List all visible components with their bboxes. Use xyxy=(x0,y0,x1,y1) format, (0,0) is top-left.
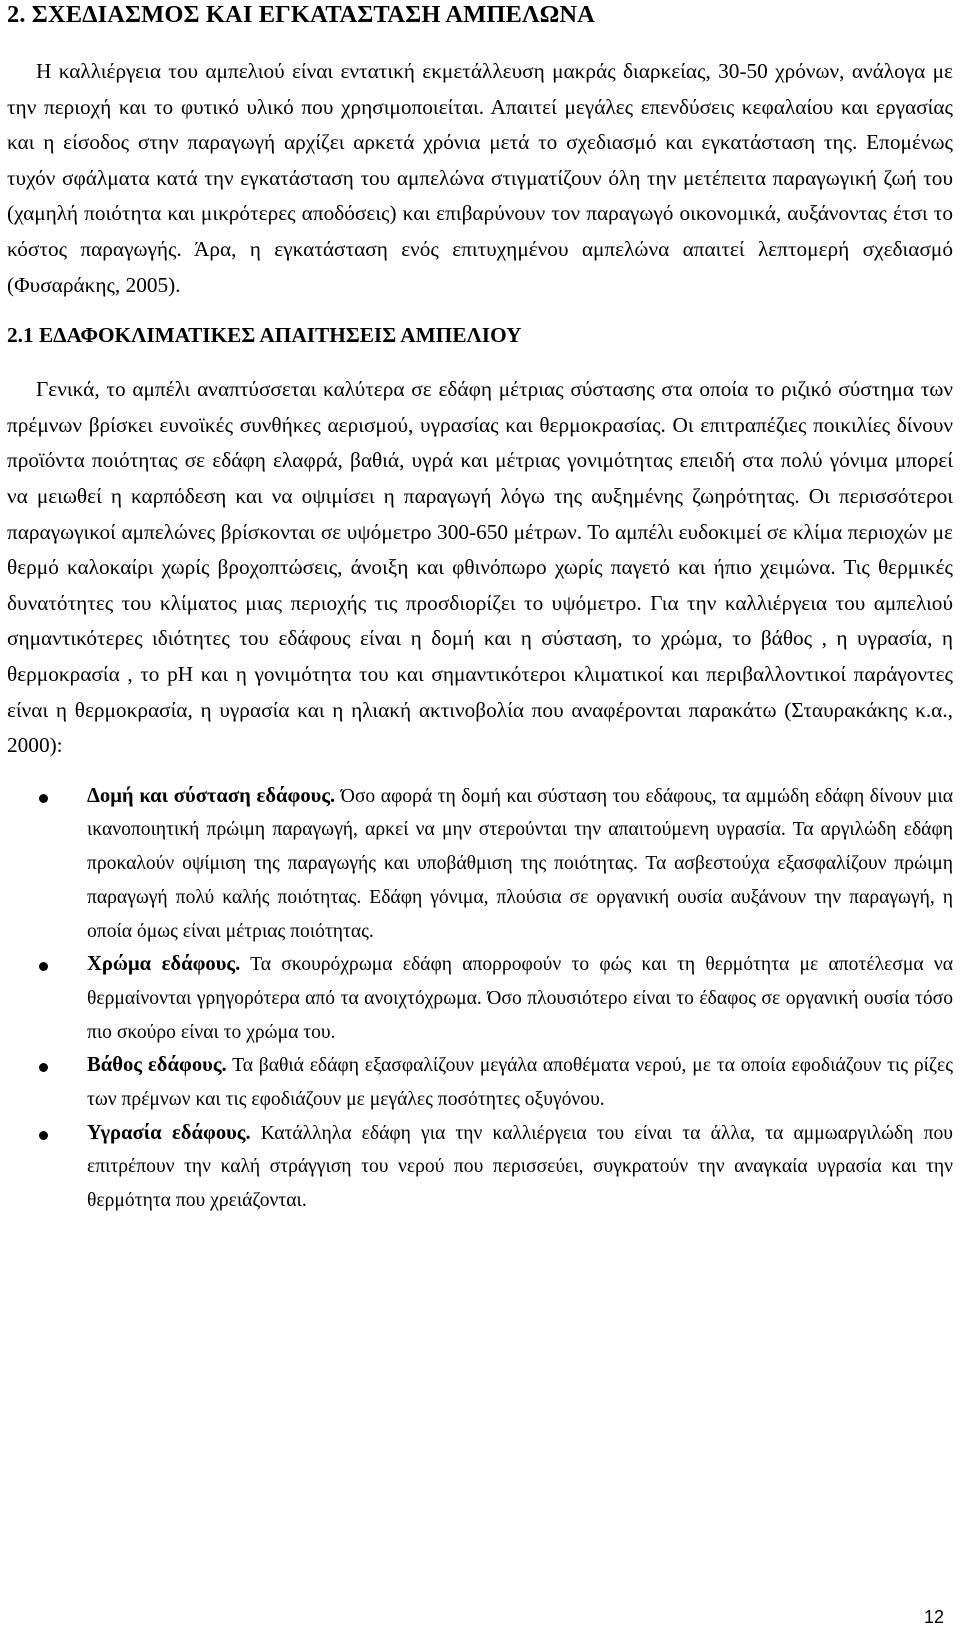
bullet-icon xyxy=(39,1131,48,1140)
list-item-soil-depth xyxy=(7,1049,953,1116)
bullet-text: Κατάλληλα εδάφη για την καλλιέργεια του είναι τα άλλα, τα αμμωαργιλώδη που επιτρέπουν την καλή στράγγιση του νερού που περισσεύει, συγκρατούν την αναγκαία υγρασία και την θερμότητα που χρειάζονται. xyxy=(87,1122,954,1212)
bullet-icon xyxy=(39,1063,48,1072)
chapter-title: 2. ΣΧΕΔΙΑΣΜΟΣ ΚΑΙ ΕΓΚΑΤΑΣΤΑΣΗ ΑΜΠΕΛΩΝΑ xyxy=(7,1,595,28)
list-item-soil-moisture xyxy=(7,1117,953,1218)
section-paragraph: Γενικά, το αμπέλι αναπτύσσεται καλύτερα σε εδάφη μέτριας σύστασης στα οποία το ριζικό σύστημα των πρέμνων βρίσκει ευνοϊκές συνθήκες αερισμού, υγρασίας και θερμοκρασίας. Οι επιτραπέζιες ποικιλίες δίνουν προϊόντα ποιότητας σε εδάφη ελαφρά, βαθιά, υγρά και μέτριας γονιμότητας επειδή στα πολύ γόνιμα μπορεί να μειωθεί η καρπόδεση και να οψιμίσει η παραγωγή λόγω της αυξημένης ζωηρότητας. Οι περισσότεροι παραγωγικοί αμπελώνες βρίσκονται σε υψόμετρο 300-650 μέτρων. Το αμπέλι ευδοκιμεί σε κλίμα περιοχών με θερμό καλοκαίρι χωρίς βροχοπτώσεις, άνοιξη και φθινόπωρο χωρίς παγετό και ήπιο χειμώνα. Τις θερμικές δυνατότητες του κλίματος μιας περιοχής τις προσδιορίζει το υψόμετρο. Για την καλλιέργεια του αμπελιού σημαντικότερες ιδιότητες του εδάφους είναι η δομή και η σύσταση, το χρώμα, το βάθος , η υγρασία, η θερμοκρασία , το pH και η γονιμότητα του και σημαντικότεροι κλιματικοί και περιβαλλοντικοί παράγοντες είναι η θερμοκρασία, η υγρασία και η ηλιακή ακτινοβολία που αναφέρονται παρακάτω (Σταυρακάκης κ.α., 2000): xyxy=(7,377,953,758)
list-item-soil-color xyxy=(7,948,953,1049)
list-item-soil-structure xyxy=(7,780,953,949)
bullet-term: Υγρασία εδάφους. xyxy=(87,1121,251,1144)
bullet-text: Τα βαθιά εδάφη εξασφαλίζουν μεγάλα αποθέματα νερού, με τα οποία εφοδιάζουν τις ρίζες των πρέμνων και τις εφοδιάζουν με μεγάλες ποσότητες οξυγόνου. xyxy=(87,1055,953,1111)
bullet-term: Βάθος εδάφους. xyxy=(87,1054,227,1077)
bullet-term: Χρώμα εδάφους. xyxy=(87,953,241,976)
bullet-term: Δομή και σύσταση εδάφους. xyxy=(87,784,336,807)
page-number: 12 xyxy=(923,1607,944,1627)
intro-paragraph: Η καλλιέργεια του αμπελιού είναι εντατική εκμετάλλευση μακράς διαρκείας, 30-50 χρόνων, ανάλογα με την περιοχή και το φυτικό υλικό που χρησιμοποιείται. Απαιτεί μεγάλες επενδύσεις κεφαλαίου και εργασίας και η είσοδος στην παραγωγή αρχίζει αρκετά χρόνια μετά το σχεδιασμό και εγκατάσταση της. Επομένως τυχόν σφάλματα κατά την εγκατάσταση του αμπελώνα στιγματίζουν όλη την μετέπειτα παραγωγική ζωή του (χαμηλή ποιότητα και μικρότερες αποδόσεις) και επιβαρύνουν τον παραγωγό οικονομικά, αυξάνοντας έτσι το κόστος παραγωγής. Άρα, η εγκατάσταση ενός επιτυχημένου αμπελώνα απαιτεί λεπτομερή σχεδιασμό (Φυσαράκης, 2005). xyxy=(7,59,953,297)
document-page xyxy=(7,0,953,1218)
soil-properties-list xyxy=(7,780,953,1218)
bullet-text: Τα σκουρόχρωμα εδάφη απορροφούν το φώς και τη θερμότητα με αποτέλεσμα να θερμαίνονται γρηγορότερα από τα ανοιχτόχρωμα. Όσο πλουσιότερο είναι το έδαφος σε οργανική ουσία τόσο πιο σκούρο είναι το χρώμα του. xyxy=(87,954,953,1043)
section-title: 2.1 ΕΔΑΦΟΚΛΙΜΑΤΙΚΕΣ ΑΠΑΙΤΗΣΕΙΣ ΑΜΠΕΛΙΟΥ xyxy=(7,323,522,348)
bullet-icon xyxy=(39,962,48,971)
bullet-text: Όσο αφορά τη δομή και σύσταση του εδάφους, τα αμμώδη εδάφη δίνουν μια ικανοποιητική πρώιμη παραγωγή, αρκεί να μην στερούνται την απαιτούμενη υγρασία. Τα αργιλώδη εδάφη προκαλούν οψίμιση της παραγωγής και υποβάθμιση της ποιότητας. Τα ασβεστούχα εξασφαλίζουν πρώιμη παραγωγή πολύ καλής ποιότητας. Εδάφη γόνιμα, πλούσια σε οργανική ουσία αυξάνουν την παραγωγή, η οποία όμως είναι μέτριας ποιότητας. xyxy=(87,785,953,942)
bullet-icon xyxy=(39,794,48,803)
